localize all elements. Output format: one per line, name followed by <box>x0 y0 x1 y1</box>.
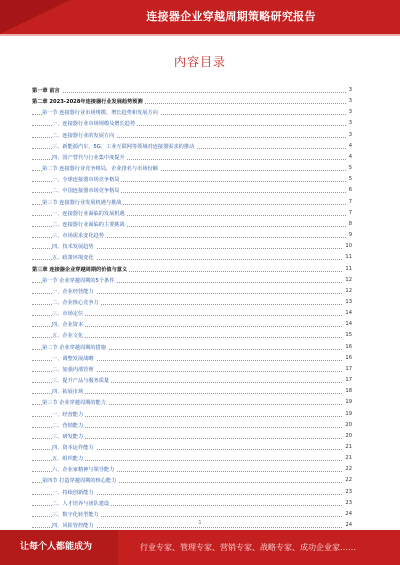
toc-entry-page: 22 <box>345 477 352 484</box>
toc-entry-label: 三、数字化转型能力 <box>52 511 99 518</box>
toc-entry-page: 7 <box>348 198 352 205</box>
toc-entry[interactable] <box>32 285 352 296</box>
toc-entry[interactable] <box>32 486 352 497</box>
toc-entry-label: 四、拓展市场 <box>52 389 84 396</box>
toc-entry-label: 四、技术发展趋势 <box>52 244 94 251</box>
toc-entry-label: 三、市场需求变化趋势 <box>52 233 104 240</box>
toc-entry-label: 第四节 打造穿越周期的核心能力 <box>42 478 117 485</box>
toc-entry[interactable] <box>32 497 352 508</box>
toc-entry[interactable] <box>32 196 352 207</box>
toc-entry[interactable] <box>32 318 352 329</box>
toc-entry[interactable] <box>32 151 352 162</box>
toc-entry-label: 二、中国连接器市场竞争格局 <box>52 188 120 195</box>
toc-entry-label: 一、全球连接器市场竞争格局 <box>52 177 120 184</box>
toc-entry-page: 12 <box>345 276 352 283</box>
toc-entry-label: 第二节 企业穿越周期的措施 <box>42 344 106 351</box>
toc-entry[interactable] <box>32 106 352 117</box>
toc-entry[interactable] <box>32 441 352 452</box>
toc-entry[interactable] <box>32 363 352 374</box>
toc-entry-label: 六、企业家精神与领导能力 <box>52 467 115 474</box>
toc-entry[interactable] <box>32 408 352 419</box>
toc-entry-label: 二、连接器行业的发展方向 <box>52 132 115 139</box>
toc-entry-label: 五、企业文化 <box>52 333 84 340</box>
toc-entry-label: 一、连接器行业面临的发展机遇 <box>52 210 125 217</box>
header-title: 连接器企业穿越周期策略研究报告 <box>146 10 316 23</box>
toc-entry-label: 四、国产替代与行业集中度提升 <box>52 154 125 161</box>
toc-entry-page: 5 <box>348 176 352 183</box>
toc-entry[interactable] <box>32 396 352 407</box>
toc-entry[interactable] <box>32 307 352 318</box>
toc-entry-page: 16 <box>345 354 352 361</box>
toc-entry-page: 5 <box>348 165 352 172</box>
toc-entry[interactable] <box>32 129 352 140</box>
toc-entry-page: 22 <box>345 466 352 473</box>
toc-entry-page: 16 <box>345 343 352 350</box>
toc-entry-page: 18 <box>345 388 352 395</box>
toc-entry-page: 9 <box>348 232 352 239</box>
toc-entry-page: 3 <box>348 131 352 138</box>
toc-entry-label: 四、企业资本 <box>52 322 84 329</box>
table-of-contents <box>32 84 352 530</box>
toc-entry-label: 三、新能源汽车、5G、工业互联网等领域对连接器需求的推动 <box>52 143 195 150</box>
toc-entry-page: 8 <box>348 220 352 227</box>
toc-entry-label: 五、政策环境变化 <box>52 255 94 262</box>
toc-entry[interactable] <box>32 218 352 229</box>
toc-entry[interactable] <box>32 162 352 173</box>
toc-entry-page: 15 <box>345 332 352 339</box>
toc-entry[interactable] <box>32 430 352 441</box>
toc-entry-label: 三、提升产品与服务质量 <box>52 378 110 385</box>
toc-entry-page: 6 <box>348 187 352 194</box>
footer-slogan: 让每个人都能成为 <box>20 542 93 552</box>
toc-entry-label: 一、调整发展战略 <box>52 355 94 362</box>
toc-entry[interactable] <box>32 419 352 430</box>
toc-entry-label: 一、持续创新能力 <box>52 489 94 496</box>
toc-entry-page: 4 <box>348 153 352 160</box>
toc-title: 内容目录 <box>173 55 226 69</box>
toc-entry[interactable] <box>32 274 352 285</box>
footer-bar <box>0 530 400 565</box>
toc-entry-page: 21 <box>345 444 352 450</box>
toc-entry[interactable] <box>32 140 352 151</box>
toc-entry-label: 二、人才培养与团队建设 <box>52 500 110 507</box>
toc-entry-page: 14 <box>345 321 352 328</box>
toc-entry[interactable] <box>32 352 352 363</box>
toc-entry[interactable] <box>32 207 352 218</box>
toc-entry[interactable] <box>32 508 352 519</box>
toc-entry[interactable] <box>32 463 352 474</box>
toc-entry-label: 一、企业经营能力 <box>52 288 94 295</box>
toc-entry-page: 13 <box>345 298 352 305</box>
toc-entry[interactable] <box>32 385 352 396</box>
toc-entry-label: 第一节 连接器行业市场规模、增长趋势和发展方向 <box>42 110 158 117</box>
toc-entry-label: 第二节 连接器行业竞争格局，企业排名与市场份额 <box>42 166 158 173</box>
toc-entry[interactable] <box>32 374 352 385</box>
toc-entry-page: 12 <box>345 287 352 294</box>
toc-entry-page: 21 <box>345 455 352 462</box>
page-number: 1 <box>198 520 202 526</box>
toc-entry-label: 二、连接器行业面临的主要挑战 <box>52 221 125 228</box>
toc-entry[interactable] <box>32 173 352 184</box>
toc-entry-page: 14 <box>345 310 352 317</box>
toc-entry[interactable] <box>32 296 352 307</box>
toc-entry-label: 四、风险管控能力 <box>52 523 94 530</box>
toc-entry-label: 第三节 企业穿越周期的能力 <box>42 400 106 407</box>
toc-entry[interactable] <box>32 84 352 95</box>
header-bar <box>0 0 400 34</box>
toc-entry-label: 一、经营能力 <box>52 411 84 418</box>
toc-entry-page: 3 <box>348 120 352 127</box>
header-accent <box>0 0 70 34</box>
toc-entry-page: 24 <box>345 510 352 517</box>
toc-entry-page: 20 <box>345 421 352 428</box>
toc-entry-label: 二、企业核心竞争力 <box>52 299 99 306</box>
toc-entry[interactable] <box>32 95 352 106</box>
toc-entry-page: 11 <box>345 254 352 261</box>
toc-entry-page: 19 <box>345 399 352 406</box>
toc-entry-label: 三、市场定位 <box>52 311 84 318</box>
footer-tagline: 行业专家、管理专家、营销专家、战略专家、成功企业家…… <box>140 543 356 552</box>
toc-entry[interactable] <box>32 263 352 274</box>
toc-entry-page: 10 <box>345 243 352 250</box>
toc-entry-page: 20 <box>345 432 352 439</box>
toc-entry[interactable] <box>32 474 352 485</box>
toc-entry-page: 23 <box>345 488 352 495</box>
toc-entry-label: 第三节 连接器行业发展机遇与挑战 <box>42 199 122 206</box>
toc-entry-label: 二、营销能力 <box>52 422 84 429</box>
toc-entry-page: 17 <box>345 377 352 384</box>
toc-entry-page: 3 <box>348 109 352 116</box>
toc-entry-page: 24 <box>345 522 352 529</box>
toc-entry[interactable] <box>32 452 352 463</box>
toc-entry-label: 一、连接器行业市场规模及增长趋势 <box>52 121 136 128</box>
toc-entry[interactable] <box>32 229 352 240</box>
toc-entry-page: 23 <box>345 499 352 506</box>
toc-entry[interactable] <box>32 329 352 340</box>
toc-entry-page: 4 <box>348 142 352 149</box>
header-divider <box>0 34 400 36</box>
toc-entry[interactable] <box>32 184 352 195</box>
toc-entry-page: 3 <box>348 98 352 105</box>
dot-leader <box>32 92 346 93</box>
toc-entry[interactable] <box>32 117 352 128</box>
toc-entry-label: 第一章 前言 <box>32 88 60 94</box>
toc-entry-label: 第二章 2023-2028年连接器行业发展趋势预测 <box>32 99 143 106</box>
toc-entry-page: 17 <box>345 365 352 372</box>
toc-entry-page: 3 <box>348 87 352 93</box>
toc-entry-label: 四、资本运作能力 <box>52 445 94 451</box>
toc-entry-page: 11 <box>345 265 352 272</box>
toc-entry[interactable] <box>32 341 352 352</box>
toc-entry[interactable] <box>32 251 352 262</box>
toc-entry-label: 二、加强内部管理 <box>52 366 94 373</box>
toc-entry-page: 7 <box>348 209 352 216</box>
toc-entry-label: 三、研发能力 <box>52 433 84 440</box>
toc-entry[interactable] <box>32 240 352 251</box>
toc-entry-label: 第一节 企业穿越周期的5个条件 <box>42 277 115 284</box>
toc-entry-label: 五、组织能力 <box>52 456 84 463</box>
toc-entry-page: 19 <box>345 410 352 417</box>
toc-entry-label: 第三章 连接器企业穿越周期的价值与意义 <box>32 266 128 273</box>
